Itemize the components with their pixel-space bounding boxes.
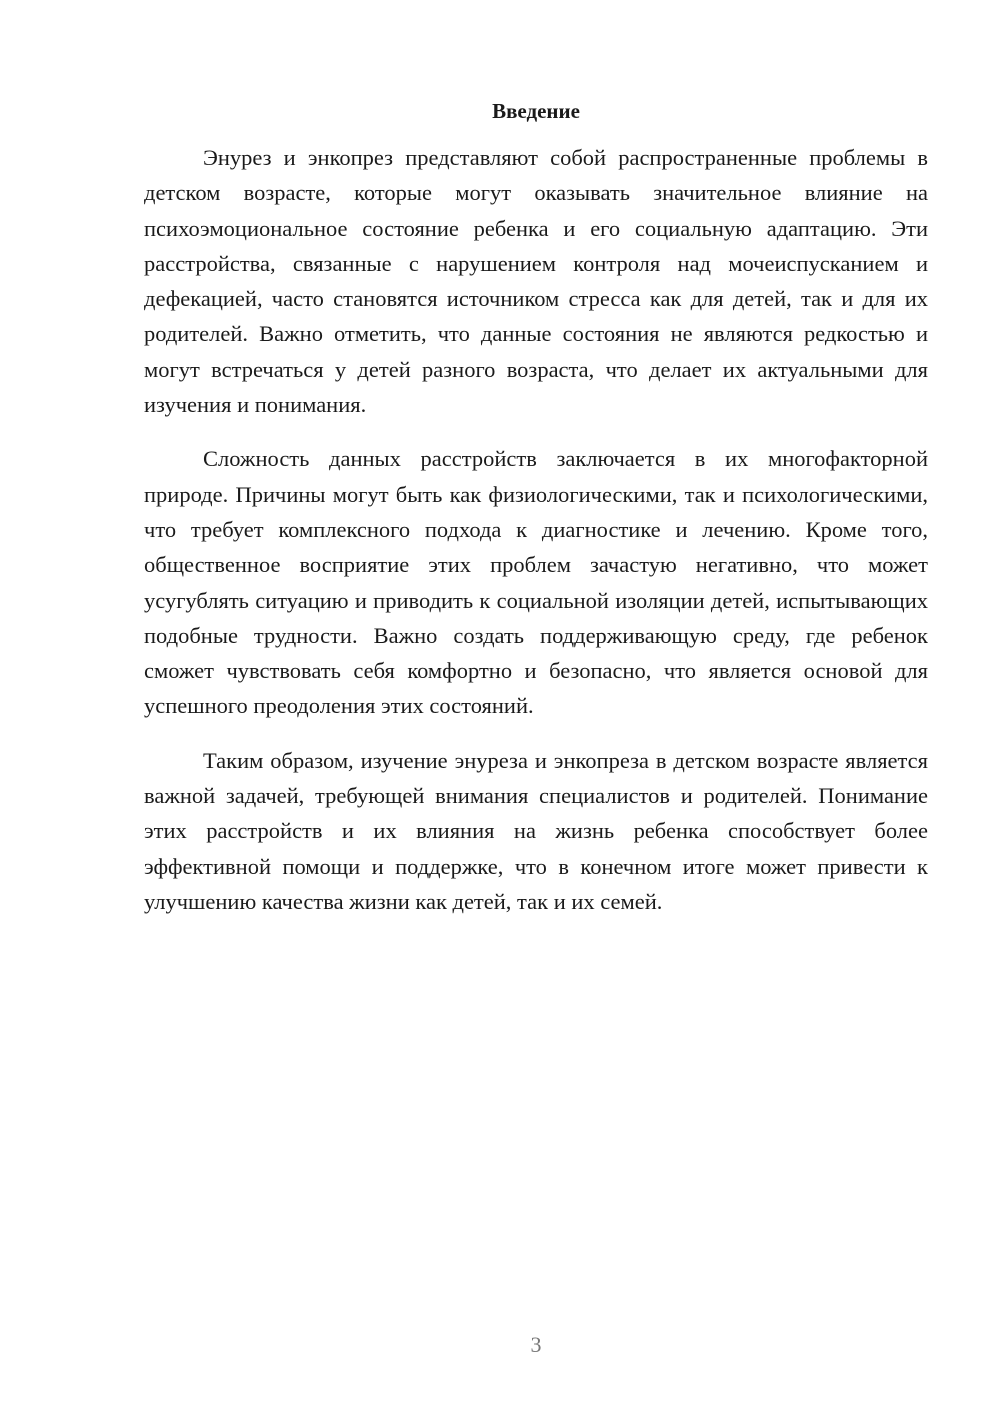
page-number: 3: [530, 1332, 542, 1357]
paragraph-3: Таким образом, изучение энуреза и энкопреза в детском возрасте является важной задачей, требующей внимания специалистов и родителей. Понимание этих расстройств и их влияния на жизнь ребенка способствует более эффективной помощи и поддержке, что в конечном итоге может привести к улучшению качества жизни как детей, так и их семей.: [144, 747, 928, 914]
section-title: Введение: [492, 99, 580, 123]
paragraph-1: Энурез и энкопрез представляют собой распространенные проблемы в детском возрасте, которые могут оказывать значительное влияние на психоэмоциональное состояние ребенка и его социальную адаптацию. Эти расстройства, связанные с нарушением контроля над мочеиспусканием и дефекацией, часто становятся источником стресса как для детей, так и для их родителей. Важно отметить, что данные состояния не являются редкостью и могут встречаться у детей разного возраста, что делает их актуальными для изучения и понимания.: [144, 145, 928, 418]
paragraph-2: Сложность данных расстройств заключается в их многофакторной природе. Причины могут быть как физиологическими, так и психологическими, что требует комплексного подхода к диагностике и лечению. Кроме того, общественное восприятие этих проблем зачастую негативно, что может усугублять ситуацию и приводить к социальной изоляции детей, испытывающих подобные трудности. Важно создать поддерживающую среду, где ребенок сможет чувствовать себя комфортно и безопасно, что является основой для успешного преодоления этих состояний.: [144, 446, 928, 719]
page-content: [144, 96, 928, 938]
